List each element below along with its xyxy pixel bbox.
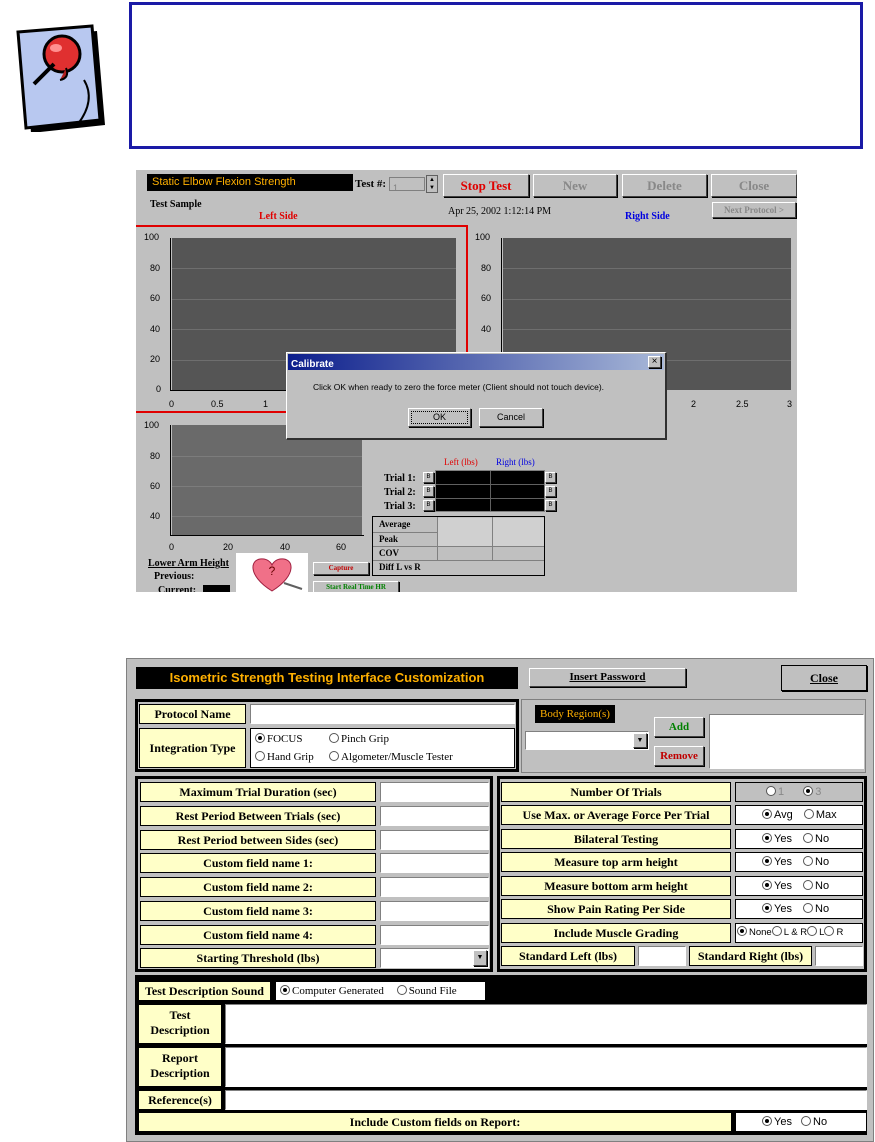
right-y-tick: 100 bbox=[475, 232, 491, 242]
arm-height-y-axis bbox=[170, 425, 171, 535]
new-button[interactable]: New bbox=[533, 174, 617, 197]
muscle-grading-options bbox=[735, 923, 863, 943]
right-y-tick: 60 bbox=[481, 293, 492, 303]
current-label: Current: bbox=[158, 585, 197, 592]
arm-x-tick: 20 bbox=[223, 542, 234, 552]
bottom-arm-yes-radio[interactable]: Yes bbox=[762, 880, 792, 892]
insert-password-button[interactable]: Insert Password bbox=[529, 668, 686, 687]
left-y-tick: 20 bbox=[150, 354, 161, 364]
trial-2-right-b-button[interactable]: B bbox=[545, 486, 556, 497]
sound-options bbox=[275, 981, 486, 1001]
include-custom-no-radio[interactable]: No bbox=[801, 1116, 827, 1128]
stat-average: Average bbox=[379, 519, 411, 529]
custom-field-3-input[interactable] bbox=[380, 901, 489, 921]
test-description-input[interactable] bbox=[225, 1004, 867, 1044]
current-value-box bbox=[203, 585, 230, 592]
integration-pinch-radio[interactable]: Pinch Grip bbox=[329, 732, 389, 745]
customization-screenshot bbox=[126, 658, 874, 1142]
left-y-tick: 80 bbox=[150, 263, 161, 273]
chevron-down-icon[interactable]: ▼ bbox=[633, 733, 647, 748]
arm-y-tick: 80 bbox=[150, 451, 161, 461]
trial-2-left-b-button[interactable]: B bbox=[423, 486, 434, 497]
bilateral-testing-label: Bilateral Testing bbox=[501, 829, 731, 849]
starting-threshold-label: Starting Threshold (lbs) bbox=[140, 948, 376, 968]
lower-arm-height-label: Lower Arm Height bbox=[148, 558, 229, 569]
test-sample-label: Test Sample bbox=[150, 199, 202, 210]
right-y-tick: 80 bbox=[481, 263, 492, 273]
muscle-none-radio[interactable]: None bbox=[737, 927, 772, 938]
sound-file-radio[interactable]: Sound File bbox=[397, 985, 457, 997]
include-custom-fields-label: Include Custom fields on Report: bbox=[138, 1112, 732, 1132]
computer-generated-radio[interactable]: Computer Generated bbox=[280, 985, 384, 997]
max-trial-duration-input[interactable] bbox=[380, 782, 489, 802]
test-number-label: Test #: bbox=[355, 178, 387, 190]
left-x-tick: 0.5 bbox=[211, 399, 224, 409]
stats-grid bbox=[372, 516, 545, 576]
number-of-trials-label: Number Of Trials bbox=[501, 782, 731, 802]
calibrate-dialog bbox=[286, 352, 667, 440]
measure-bottom-arm-label: Measure bottom arm height bbox=[501, 876, 731, 896]
right-x-tick: 3 bbox=[787, 399, 793, 409]
body-region-list[interactable] bbox=[709, 714, 864, 769]
heart-question-icon bbox=[236, 553, 308, 592]
rest-between-sides-input[interactable] bbox=[380, 830, 489, 850]
left-y-tick: 40 bbox=[150, 324, 161, 334]
close-button[interactable]: Close bbox=[711, 174, 797, 197]
pain-rating-yes-radio[interactable]: Yes bbox=[762, 903, 792, 915]
top-arm-options bbox=[735, 852, 863, 872]
custom-field-2-input[interactable] bbox=[380, 877, 489, 897]
rest-between-sides-label: Rest Period between Sides (sec) bbox=[140, 830, 376, 850]
chevron-down-icon[interactable]: ▼ bbox=[473, 950, 487, 966]
trial-3-right-b-button[interactable]: B bbox=[545, 500, 556, 511]
cancel-button[interactable]: Cancel bbox=[479, 408, 543, 427]
test-number-spinner[interactable]: ▲ ▼ bbox=[426, 175, 438, 193]
stat-peak: Peak bbox=[379, 534, 398, 544]
left-y-axis bbox=[170, 238, 171, 391]
max-trial-duration-label: Maximum Trial Duration (sec) bbox=[140, 782, 376, 802]
custom-field-2-label: Custom field name 2: bbox=[140, 877, 376, 897]
test-number-select[interactable] bbox=[389, 177, 425, 191]
standard-right-label: Standard Right (lbs) bbox=[689, 946, 812, 966]
measure-top-arm-label: Measure top arm height bbox=[501, 852, 731, 872]
protocol-name-input[interactable] bbox=[250, 704, 515, 724]
arm-height-x-axis bbox=[170, 535, 364, 536]
ok-button[interactable]: OK bbox=[408, 408, 471, 427]
bottom-arm-options bbox=[735, 876, 863, 896]
arm-x-tick: 0 bbox=[169, 542, 175, 552]
bilateral-no-radio[interactable]: No bbox=[803, 833, 829, 845]
standard-right-input[interactable] bbox=[815, 946, 863, 966]
standard-left-label: Standard Left (lbs) bbox=[501, 946, 635, 966]
left-y-tick: 100 bbox=[144, 232, 160, 242]
calibrate-dialog-titlebar bbox=[288, 354, 664, 370]
test-description-label: Test Description bbox=[138, 1004, 222, 1044]
custom-field-1-input[interactable] bbox=[380, 853, 489, 873]
capture-button[interactable]: Capture bbox=[313, 562, 369, 575]
left-side-label: Left Side bbox=[259, 211, 298, 222]
right-x-tick: 2.5 bbox=[736, 399, 749, 409]
muscle-lr-radio[interactable]: L & R bbox=[772, 927, 807, 938]
custom-field-3-label: Custom field name 3: bbox=[140, 901, 376, 921]
show-pain-rating-label: Show Pain Rating Per Side bbox=[501, 899, 731, 919]
stat-diff: Diff L vs R bbox=[379, 562, 421, 572]
arm-x-tick: 60 bbox=[336, 542, 347, 552]
delete-button[interactable]: Delete bbox=[622, 174, 707, 197]
calibrate-dialog-title: Calibrate bbox=[291, 359, 334, 370]
custom-field-4-label: Custom field name 4: bbox=[140, 925, 376, 945]
report-description-input[interactable] bbox=[225, 1047, 867, 1087]
avg-radio[interactable]: Avg bbox=[762, 809, 793, 821]
timestamp: Apr 25, 2002 1:12:14 PM bbox=[448, 206, 552, 217]
custom-field-4-input[interactable] bbox=[380, 925, 489, 945]
calibrate-message: Click OK when ready to zero the force meter (Client should not touch device). bbox=[313, 382, 605, 392]
right-y-tick: 40 bbox=[481, 324, 492, 334]
dialog-close-icon[interactable]: × bbox=[648, 356, 661, 368]
trial-1-left-b-button[interactable]: B bbox=[423, 472, 434, 483]
right-side-label: Right Side bbox=[625, 211, 670, 222]
top-arm-yes-radio[interactable]: Yes bbox=[762, 856, 792, 868]
arm-height-plot bbox=[172, 425, 362, 535]
customization-title: Isometric Strength Testing Interface Customization bbox=[136, 667, 518, 689]
previous-label: Previous: bbox=[154, 571, 195, 582]
starting-threshold-select[interactable] bbox=[380, 948, 489, 968]
close-button[interactable]: Close bbox=[781, 665, 867, 691]
trial-1-label: Trial 1: bbox=[384, 473, 416, 484]
stat-cov: COV bbox=[379, 548, 399, 558]
pain-rating-options bbox=[735, 899, 863, 919]
arm-y-tick: 60 bbox=[150, 481, 161, 491]
arm-y-tick: 40 bbox=[150, 511, 161, 521]
pinned-note-icon bbox=[4, 20, 116, 132]
include-muscle-grading-label: Include Muscle Grading bbox=[501, 923, 731, 943]
max-avg-force-label: Use Max. or Average Force Per Trial bbox=[501, 805, 731, 825]
trials-1-radio[interactable]: 1 bbox=[766, 786, 784, 798]
next-protocol-button[interactable]: Next Protocol > bbox=[712, 202, 796, 218]
trial-3-label: Trial 3: bbox=[384, 501, 416, 512]
include-custom-options bbox=[735, 1112, 867, 1132]
right-x-tick: 2 bbox=[691, 399, 697, 409]
add-button[interactable]: Add bbox=[654, 717, 704, 737]
test-number-value: 1 bbox=[393, 183, 399, 193]
left-y-tick: 60 bbox=[150, 293, 161, 303]
report-description-label: Report Description bbox=[138, 1047, 222, 1087]
trials-3-radio[interactable]: 3 bbox=[803, 786, 821, 798]
pain-rating-no-radio[interactable]: No bbox=[803, 903, 829, 915]
bilateral-options bbox=[735, 829, 863, 849]
body-region-select[interactable] bbox=[525, 731, 649, 750]
rest-between-trials-label: Rest Period Between Trials (sec) bbox=[140, 806, 376, 826]
top-arm-no-radio[interactable]: No bbox=[803, 856, 829, 868]
trial-1-right-b-button[interactable]: B bbox=[545, 472, 556, 483]
trial-values-grid bbox=[435, 470, 545, 512]
bottom-arm-no-radio[interactable]: No bbox=[803, 880, 829, 892]
stop-test-button[interactable]: Stop Test bbox=[443, 174, 529, 197]
custom-field-1-label: Custom field name 1: bbox=[140, 853, 376, 873]
max-avg-options bbox=[735, 805, 863, 825]
integration-algometer-radio[interactable]: Algometer/Muscle Tester bbox=[329, 750, 453, 763]
integration-focus-radio[interactable]: FOCUS bbox=[255, 732, 302, 745]
references-label: Reference(s) bbox=[138, 1090, 222, 1110]
body-regions-label: Body Region(s) bbox=[535, 705, 615, 723]
references-input[interactable] bbox=[225, 1090, 867, 1110]
left-x-tick: 1 bbox=[263, 399, 269, 409]
muscle-l-radio[interactable]: L bbox=[807, 927, 824, 938]
arm-y-tick: 100 bbox=[144, 420, 160, 430]
standard-left-input[interactable] bbox=[638, 946, 686, 966]
rest-between-trials-input[interactable] bbox=[380, 806, 489, 826]
left-x-tick: 0 bbox=[169, 399, 175, 409]
trial-2-label: Trial 2: bbox=[384, 487, 416, 498]
number-of-trials-options bbox=[735, 782, 863, 802]
left-graph-frame-bottom bbox=[136, 411, 286, 413]
max-radio[interactable]: Max bbox=[804, 809, 837, 821]
integration-hand-radio[interactable]: Hand Grip bbox=[255, 750, 314, 763]
integration-type-label: Integration Type bbox=[139, 728, 246, 768]
right-lbs-header: Right (lbs) bbox=[496, 457, 535, 467]
test-title: Static Elbow Flexion Strength bbox=[147, 174, 353, 191]
left-graph-frame bbox=[136, 225, 468, 227]
arm-x-tick: 40 bbox=[280, 542, 291, 552]
note-box bbox=[129, 2, 863, 149]
protocol-name-label: Protocol Name bbox=[139, 704, 246, 724]
svg-text:?: ? bbox=[268, 564, 276, 578]
test-description-sound-label: Test Description Sound bbox=[138, 981, 271, 1001]
bilateral-yes-radio[interactable]: Yes bbox=[762, 833, 792, 845]
include-custom-yes-radio[interactable]: Yes bbox=[762, 1116, 792, 1128]
muscle-r-radio[interactable]: R bbox=[824, 927, 843, 938]
left-lbs-header: Left (lbs) bbox=[444, 457, 478, 467]
left-y-tick: 0 bbox=[156, 384, 162, 394]
integration-options bbox=[250, 728, 515, 768]
trial-3-left-b-button[interactable]: B bbox=[423, 500, 434, 511]
start-real-time-hr-button[interactable]: Start Real Time HR bbox=[313, 581, 399, 592]
remove-button[interactable]: Remove bbox=[654, 746, 704, 766]
